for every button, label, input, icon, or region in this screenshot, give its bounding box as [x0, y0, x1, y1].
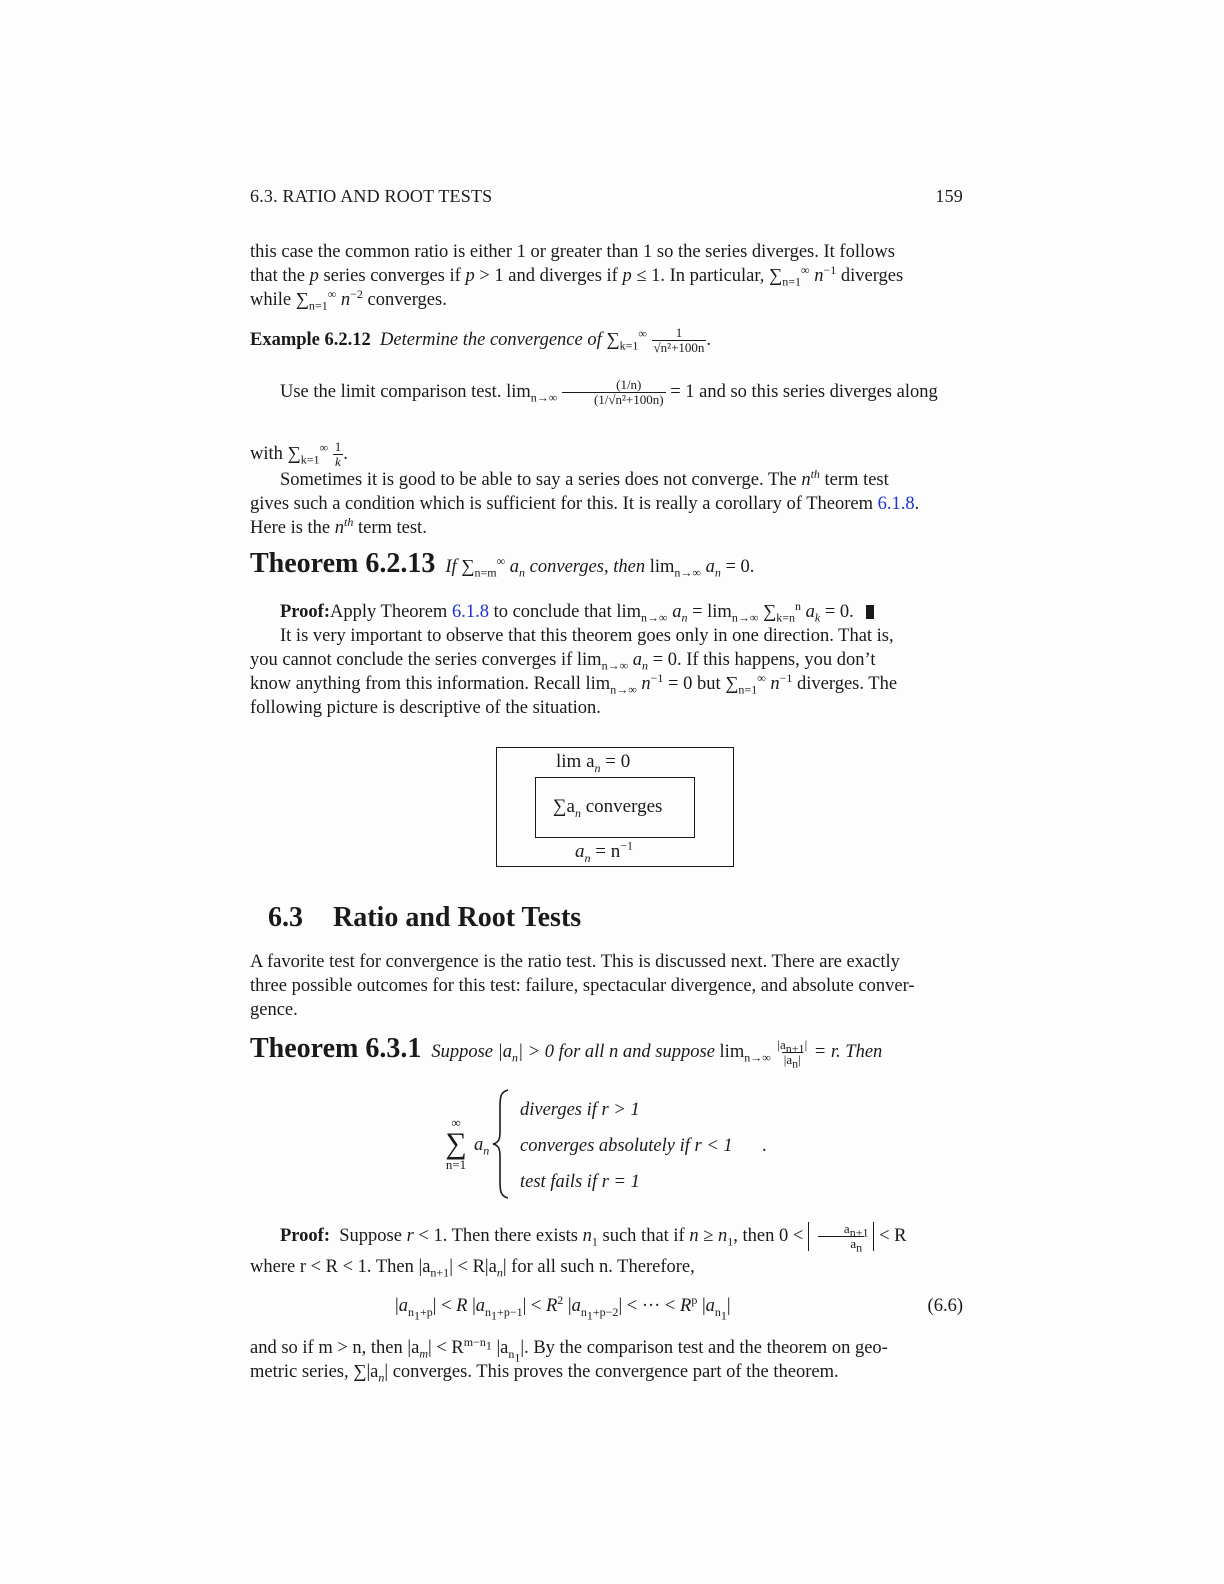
theorem-label: Theorem 6.3.1 [250, 1033, 422, 1064]
text-line: Proof:Apply Theorem 6.1.8 to conclude that $\lim_{n\to\infty} a_n = \lim_{n\to\infty} \sum_{k=n}^n$ $a_k = 0$. [250, 600, 963, 624]
harmonic-fraction: $\frac{1}{k}$ [334, 439, 342, 469]
ratio-abs-fraction: $\frac{a_{n+1}}{a_n}$ [808, 1222, 875, 1251]
paragraph-ratio-intro [250, 950, 963, 1022]
text-line: A favorite test for convergence is the ratio test. This is discussed next. There are exactly [250, 952, 900, 972]
diagram-limit-label: $\lim a_n = 0$ [556, 751, 631, 775]
text-line: Here is the $n^{th}$ term test. [250, 514, 427, 538]
text-line: that the p series converges if p > 1 and diverges if p ≤ 1. In particular, $\sum_{n=1}^\infty$ $n^{-1}$ diverges [250, 262, 904, 289]
example-6-2-12 [250, 326, 963, 355]
text-line: three possible outcomes for this test: failure, spectacular divergence, and absolute conver- [250, 976, 915, 996]
theorem-link[interactable]: 6.1.8 [877, 494, 915, 514]
equation-body: $|a_{n_1+p}| < R$ $|a_{n_1+p-1}| < R^2$ $|a_{n_1+p-2}|$ < ··· < $R^p$ $|a_{n_1}|$ [395, 1292, 731, 1323]
text-line: Sometimes it is good to be able to say a series does not converge. The $n^{th}$ term test [280, 466, 889, 490]
text-line: and so if m > n, then $|a_m| < R^{m-n_1}$ $|a_{n_1}|$. By the comparison test and the theorem on geo- [250, 1334, 888, 1365]
text-line: where r < R < 1. Then $|a_{n+1}| < R|a_n|$ for all such n. Therefore, [250, 1257, 695, 1280]
diagram-converges-label: $\sum a_n$ converges [553, 796, 663, 820]
text-line: gence. [250, 1000, 298, 1020]
theorem-label: Theorem 6.2.13 [250, 548, 436, 579]
section-heading: 6.3 Ratio and Root Tests [268, 902, 582, 933]
example-statement: Example 6.2.12 Determine the convergence of $\sum_{k=1}^\infty$ $\frac{1}{\text{√n²+100n}}$ . [250, 325, 712, 355]
text-line: with $\sum_{k=1}^\infty$ $\frac{1}{k}$ . [250, 439, 348, 469]
theorem-6-2-13 [250, 548, 963, 580]
theorem-statement: Suppose $|a_n| > 0$ for all n and suppose $\lim_{n\to\infty}$ $\frac{|a_{n+1}|}{|a_n|}$ = r. Then [431, 1037, 883, 1071]
qed-icon [866, 605, 874, 619]
paragraph-one-direction [250, 624, 963, 720]
text-line: Use the limit comparison test. $\lim_{n\to\infty}$ $\frac{(1/n)}{\text{(1/√n²+100n)}}$ = 1 and so this series diverges along [280, 377, 938, 407]
example-solution [250, 378, 963, 407]
page-number: 159 [935, 186, 963, 206]
summation: ∞ ∑ n=1 [445, 1115, 467, 1172]
left-brace-icon [490, 1088, 512, 1200]
text-line: while $\sum_{n=1}^\infty$ $n^{-2}$ converges. [250, 286, 447, 313]
diagram-harmonic-label: $a_n = n^{-1}$ [575, 838, 633, 865]
text-line: following picture is descriptive of the situation. [250, 698, 601, 718]
case-diverges: diverges if r > 1 [520, 1100, 640, 1120]
ratio-fraction: $\frac{|a_{n+1}|}{|a_n|}$ [777, 1037, 808, 1071]
running-head-section: 6.3. RATIO AND ROOT TESTS [250, 186, 493, 206]
case-fails: test fails if r = 1 [520, 1172, 640, 1192]
limit-fraction: $\frac{(1/n)}{\text{(1/√n²+100n)}}$ [562, 378, 666, 407]
example-with-line [250, 440, 963, 469]
proof-6-2-13 [250, 600, 963, 624]
example-fraction: $\frac{1}{\text{√n²+100n}}$ [653, 325, 705, 355]
theorem-statement: If $\sum_{n=m}^\infty$ $a_n$ converges, then $\lim_{n\to\infty} a_n = 0$. [445, 553, 755, 580]
case-converges: converges absolutely if r < 1 [520, 1136, 733, 1156]
text-line: It is very important to observe that this theorem goes only in one direction. That is, [280, 626, 894, 646]
summand: $a_n$ [474, 1135, 490, 1158]
running-head [250, 184, 963, 208]
paragraph-p-series [250, 240, 963, 312]
text-line: metric series, $\sum|a_n|$ converges. This proves the convergence part of the theorem. [250, 1362, 839, 1385]
text-line: you cannot conclude the series converges if $\lim_{n\to\infty} a_n = 0$. If this happens, you don’t [250, 650, 876, 673]
theorem-6-3-1 [250, 1033, 963, 1071]
text-line: this case the common ratio is either 1 or greater than 1 so the series diverges. It follows [250, 242, 895, 262]
example-label: Example 6.2.12 [250, 329, 371, 350]
cases-block [440, 1088, 780, 1200]
cases-period: . [762, 1136, 767, 1156]
text-line: Proof: Suppose r < 1. Then there exists $n_1$ such that if $n \ge n_1$, then 0 < $\frac{a_{n+1}}{a_n}$ < R [280, 1221, 907, 1255]
proof-label: Proof: [280, 1225, 330, 1246]
paragraph-conclusion [250, 1336, 963, 1384]
equation-number: (6.6) [927, 1296, 963, 1316]
text-line: gives such a condition which is sufficient for this. It is really a corollary of Theorem 6.1.8. [250, 494, 920, 514]
theorem-link[interactable]: 6.1.8 [451, 602, 489, 622]
proof-label: Proof: [280, 602, 330, 622]
paragraph-nth-term [250, 468, 963, 540]
text-line: know anything from this information. Recall $\lim_{n\to\infty} n^{-1} = 0$ but $\sum_{n=1}^\infty$ $n^{-1}$ diverges. The [250, 670, 898, 697]
proof-6-3-1 [250, 1222, 963, 1279]
